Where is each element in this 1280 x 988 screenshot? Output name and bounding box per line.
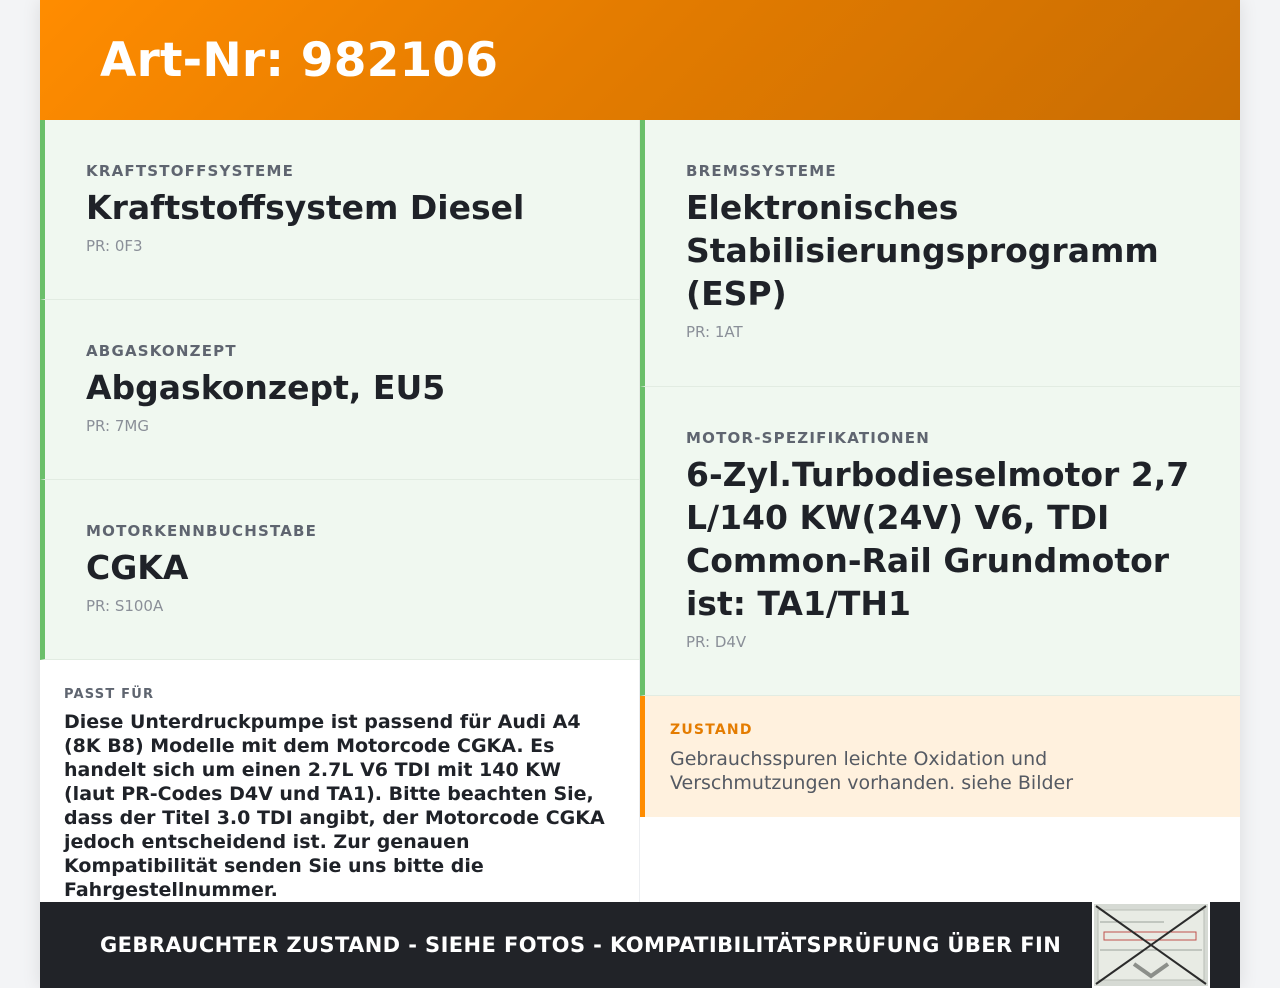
condition-description: Gebrauchsspuren leichte Oxidation und Verschmutzungen vorhanden. siehe Bilder bbox=[670, 748, 1074, 794]
spec-pr-code: PR: 7MG bbox=[86, 417, 149, 435]
spec-card-engine-specs bbox=[640, 387, 1240, 696]
spec-category: KRAFTSTOFFSYSTEME bbox=[86, 162, 295, 180]
spec-pr-code: PR: 1AT bbox=[686, 323, 743, 341]
fits-description: Diese Unterdruckpumpe ist passend für Audi A4 (8K B8) Modelle mit dem Motorcode CGKA. Es handelt sich um einen 2.7L V6 TDI mit 140 KW (laut PR-Codes D4V und TA1). Bitte beachten Sie, dass der Titel 3.0 TDI angibt, der Motorcode CGKA jedoch entscheidend ist. Zur genauen Kompatibilität senden Sie uns bitte die Fahrgestellnummer. bbox=[64, 711, 605, 901]
left-column bbox=[40, 120, 640, 902]
footer-message: GEBRAUCHTER ZUSTAND - SIEHE FOTOS - KOMPATIBILITÄTSPRÜFUNG ÜBER FIN bbox=[100, 933, 1062, 957]
spec-pr-code: PR: 0F3 bbox=[86, 237, 143, 255]
spec-card-fuel-system bbox=[40, 120, 640, 300]
spec-card-exhaust-concept bbox=[40, 300, 640, 480]
condition-label: ZUSTAND bbox=[670, 722, 753, 738]
product-sheet bbox=[40, 0, 1240, 988]
spec-pr-code: PR: S100A bbox=[86, 597, 164, 615]
spec-card-engine-code bbox=[40, 480, 640, 660]
spec-card-brake-system bbox=[640, 120, 1240, 387]
spec-value: Abgaskonzept, EU5 bbox=[86, 368, 446, 407]
footer-bar bbox=[40, 902, 1240, 988]
spec-value: Kraftstoffsystem Diesel bbox=[86, 188, 525, 227]
right-column bbox=[640, 120, 1240, 817]
spec-category: MOTORKENNBUCHSTABE bbox=[86, 522, 318, 540]
article-number-title: Art-Nr: 982106 bbox=[100, 32, 499, 88]
spec-category: ABGASKONZEPT bbox=[86, 342, 237, 360]
spec-category: BREMSSYSTEME bbox=[686, 162, 837, 180]
spec-value: Elektronisches Stabilisierungsprogramm (ESP) bbox=[686, 188, 1159, 313]
document-photo-thumbnail-icon[interactable] bbox=[1092, 902, 1210, 988]
fits-label: PASST FÜR bbox=[64, 687, 155, 702]
fits-section bbox=[40, 660, 640, 902]
spec-pr-code: PR: D4V bbox=[686, 633, 747, 651]
spec-value: 6-Zyl.Turbodieselmotor 2,7 L/140 KW(24V) V6, TDI Common-Rail Grundmotor ist: TA1/TH1 bbox=[686, 455, 1190, 623]
spec-value: CGKA bbox=[86, 548, 189, 587]
spec-category: MOTOR-SPEZIFIKATIONEN bbox=[686, 429, 930, 447]
header-bar bbox=[40, 0, 1240, 120]
condition-section bbox=[640, 696, 1240, 817]
